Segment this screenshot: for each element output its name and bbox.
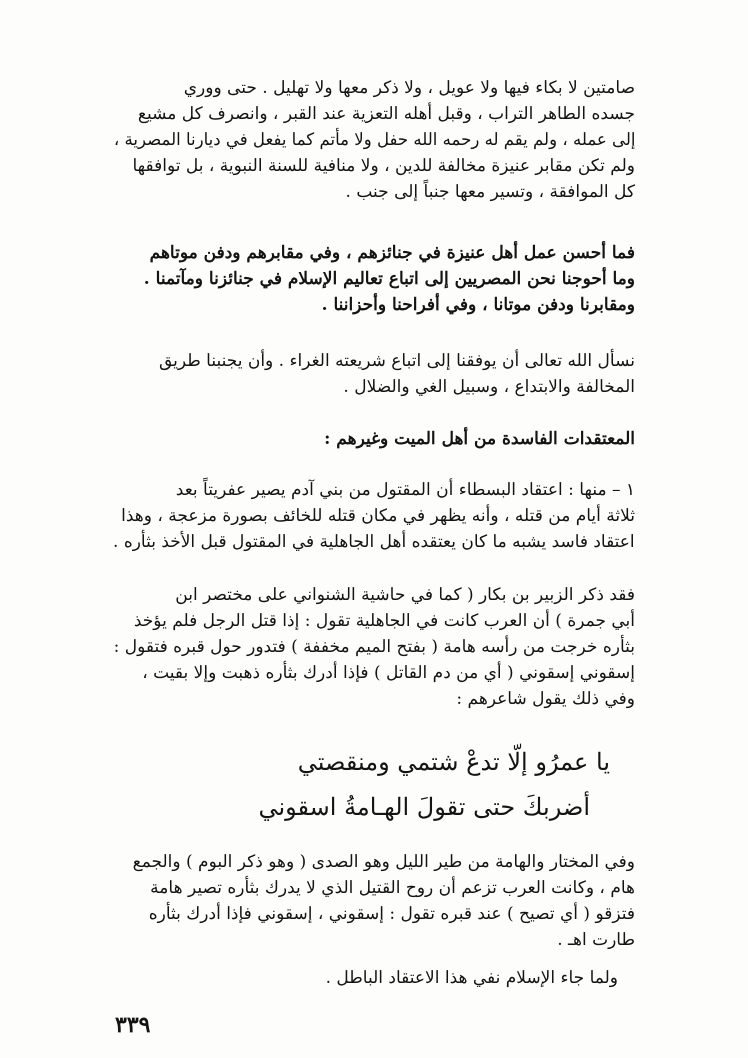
text-line: طارت اهـ .	[557, 930, 635, 950]
text-line: فتزقو ( أي تصيح ) عند قبره تقول : إسقوني ، إسقوني فإذا أدرك بثأره	[148, 904, 635, 924]
text-line: صامتين لا بكاء فيها ولا عويل ، ولا ذكر معها ولا تهليل . حتى ووري	[183, 78, 635, 98]
text-line: نسأل الله تعالى أن يوفقنا إلى اتباع شريعته الغراء . وأن يجنبنا طريق	[158, 351, 635, 371]
text-line: المخالفة والابتداع ، وسبيل الغي والضلال .	[343, 377, 635, 397]
text-line: وفي ذلك يقول شاعرهم :	[456, 689, 635, 709]
text-line: ولما جاء الإسلام نفي هذا الاعتقاد الباطل .	[325, 968, 618, 988]
text-line: فقد ذكر الزبير بن بكار ( كما في حاشية الشنواني على مختصر ابن	[175, 585, 635, 605]
text-line: ومقابرنا ودفن موتانا ، وفي أفراحنا وأحزاننا .	[321, 295, 635, 315]
text-line: وفي المختار والهامة من طير الليل وهو الصدى ( وهو ذكر البوم ) والجمع	[132, 852, 635, 872]
text-line: أبي جمرة ) أن العرب كانت في الجاهلية تقول : إذا قتل الرجل فلم يؤخذ	[133, 611, 635, 631]
section-heading: المعتقدات الفاسدة من أهل الميت وغيرهم :	[324, 429, 635, 449]
text-line: بثأره خرجت من رأسه هامة ( بفتح الميم مخففة ) فتدور حول قبره فتقول :	[113, 637, 635, 657]
text-line: جسده الطاهر التراب ، وقبل أهله التعزية عند القبر ، وانصرف كل مشيع	[137, 104, 635, 124]
text-line: فما أحسن عمل أهل عنيزة في جنائزهم ، وفي مقابرهم ودفن موتاهم	[149, 243, 635, 263]
page-number: ٣٣٩	[115, 1012, 151, 1038]
text-line: ١ – منها : اعتقاد البسطاء أن المقتول من بني آدم يصير عفريتاً بعد	[175, 480, 635, 500]
text-line: إلى عمله ، ولم يقم له رحمه الله حفل ولا مأتم كما يفعل في ديارنا المصرية ،	[113, 130, 635, 150]
text-line: هام ، وكانت العرب تزعم أن روح القتيل الذي لا يدرك بثأره تصير هامة	[150, 878, 635, 898]
poem-verse: أضربكَ حتى تقولَ الهـامةُ اسقوني	[258, 793, 590, 821]
poem-verse: يا عمرُو إلّا تدعْ شتمي ومنقصتي	[297, 748, 610, 776]
text-line: إسقوني إسقوني ( أي من دم القاتل ) فإذا أدرك بثأره ذهبت وإلا بقيت ،	[142, 663, 635, 683]
text-line: ثلاثة أيام من قتله ، وأنه يظهر في مكان قتله للخائف بصورة مزعجة ، وهذا	[121, 506, 635, 526]
text-line: وما أحوجنا نحن المصريين إلى اتباع تعاليم الإسلام في جنائزنا ومآتمنا .	[143, 269, 635, 289]
text-line: كل الموافقة ، وتسير معها جنباً إلى جنب .	[345, 182, 635, 202]
text-line: اعتقاد فاسد يشبه ما كان يعتقده أهل الجاهلية في المقتول قبل الأخذ بثأره .	[113, 532, 635, 552]
text-line: ولم تكن مقابر عنيزة مخالفة للدين ، ولا منافية للسنة النبوية ، بل توافقها	[132, 156, 635, 176]
